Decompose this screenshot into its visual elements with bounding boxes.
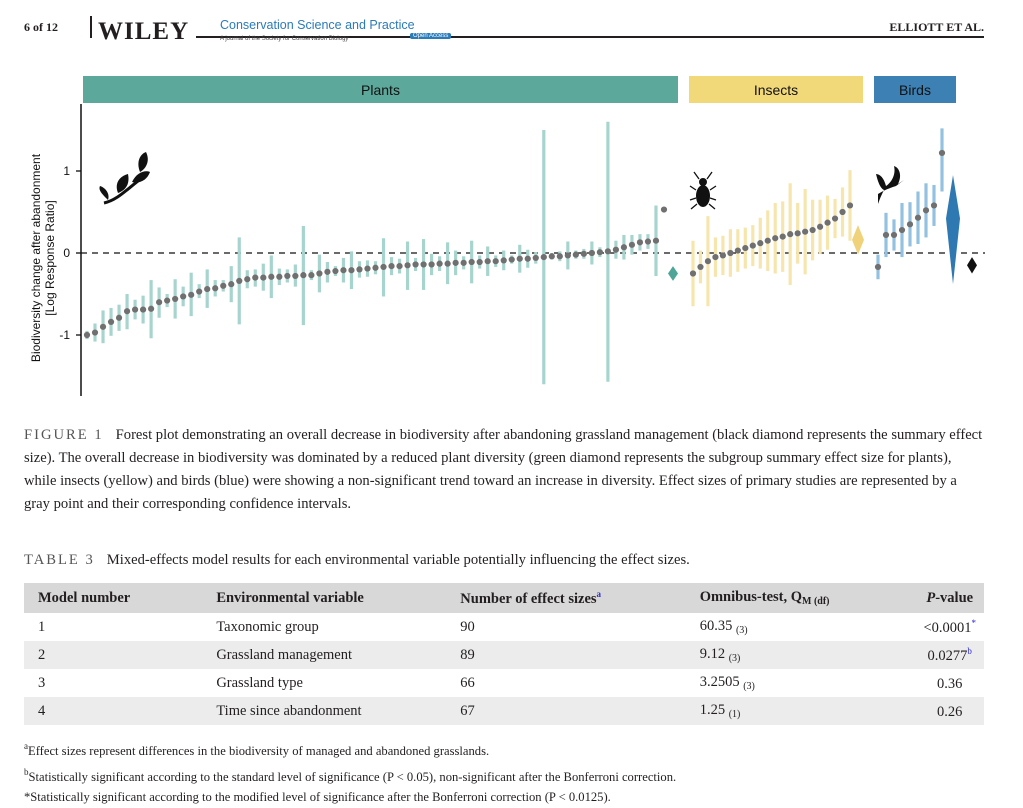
plants-point xyxy=(509,256,515,262)
header-environmental-variable: Environmental variable xyxy=(202,583,446,613)
plants-point xyxy=(276,274,282,280)
table-row: 2 Grassland management 89 9.12 $_{(3)}$ 0.0277$^b$ xyxy=(24,641,984,669)
effect-size-points xyxy=(84,150,945,338)
plants-point xyxy=(477,259,483,265)
plants-point xyxy=(380,264,386,270)
plants-point xyxy=(501,257,507,263)
plants-point xyxy=(188,292,194,298)
insects-point xyxy=(697,264,703,270)
insects-point xyxy=(780,234,786,240)
insects-point xyxy=(750,243,756,249)
open-access-badge: Open Access xyxy=(410,33,451,39)
plants-point xyxy=(172,296,178,302)
figure-caption-text: Forest plot demonstrating an overall decrease in biodiversity after abandoning grassland management (black diamond represents the summary effect size). The overall decrease in biodiversity was dominated by a reduced plant diversity (green diamond represents the subgroup summary effect size for plants), while insects (yellow) and birds (blue) were showing a non-significant trend toward an increase in diversity. Effect sizes of primary studies are represented by a gray point and their corresponding confidence intervals. xyxy=(24,427,983,512)
insects-point xyxy=(772,235,778,241)
plants-point xyxy=(493,258,499,264)
summary-diamond-insects xyxy=(852,225,864,255)
results-table xyxy=(24,583,984,725)
plants-point xyxy=(445,261,451,267)
footnote-star: *Statistically significant according to the modified level of significance after the Bonferroni correction (P < 0.0125). xyxy=(24,790,611,804)
plants-point xyxy=(364,265,370,271)
summary-diamond-overall xyxy=(967,257,977,273)
insects-point xyxy=(847,202,853,208)
plants-point xyxy=(589,250,595,256)
header-number-effect-sizes: Number of effect sizes$^a$ xyxy=(446,583,685,613)
birds-point xyxy=(939,150,945,156)
table-title-text: Mixed-effects model results for each environmental variable potentially influencing the effect sizes. xyxy=(106,552,690,568)
plants-point xyxy=(517,256,523,262)
plants-point xyxy=(132,306,138,312)
plants-point xyxy=(541,254,547,260)
group-bands xyxy=(83,76,956,103)
plants-point xyxy=(252,275,258,281)
figure-label: FIGURE 1 xyxy=(24,427,104,443)
plants-point xyxy=(461,260,467,266)
plants-point xyxy=(621,244,627,250)
plants-point xyxy=(84,332,90,338)
birds-point xyxy=(891,232,897,238)
plants-point xyxy=(396,263,402,269)
header-p-value: P-value xyxy=(915,583,984,613)
beetle-icon xyxy=(690,172,716,209)
plants-point xyxy=(164,297,170,303)
plants-point xyxy=(404,262,410,268)
publisher-logo: WILEY xyxy=(98,18,190,45)
plants-point xyxy=(324,269,330,275)
plants-point xyxy=(573,252,579,258)
header-omnibus-test: Omnibus-test, $Q_{M (df)}$ xyxy=(686,583,916,613)
plants-point xyxy=(260,275,266,281)
insects-point xyxy=(765,238,771,244)
insects-point xyxy=(787,231,793,237)
insects-point xyxy=(757,240,763,246)
plants-point xyxy=(549,253,555,259)
plants-point xyxy=(437,261,443,267)
page-header xyxy=(24,14,984,48)
plants-point xyxy=(300,272,306,278)
insects-point xyxy=(720,252,726,258)
header-footnote-a: a xyxy=(596,588,602,599)
insects-point xyxy=(824,220,830,226)
y-tick-label: 0 xyxy=(63,246,70,260)
plants-point xyxy=(180,293,186,299)
header-separator xyxy=(90,16,92,38)
plants-point xyxy=(284,273,290,279)
plants-point xyxy=(268,274,274,280)
plants-point xyxy=(244,276,250,282)
insects-point xyxy=(690,270,696,276)
insects-point xyxy=(839,209,845,215)
plants-point xyxy=(453,260,459,266)
y-ticks xyxy=(59,164,81,342)
plants-point xyxy=(332,268,338,274)
table-header-row xyxy=(24,583,984,613)
insects-point xyxy=(832,215,838,221)
plants-point xyxy=(597,249,603,255)
table-row: 1 Taxonomic group 90 60.35 $_{(3)}$ <0.0001* xyxy=(38,617,976,636)
plants-point xyxy=(292,273,298,279)
plants-point xyxy=(204,286,210,292)
y-tick-label: -1 xyxy=(59,328,70,342)
insects-point xyxy=(712,254,718,260)
plants-point xyxy=(340,267,346,273)
running-author: ELLIOTT ET AL. xyxy=(889,20,984,34)
plants-point xyxy=(348,267,354,273)
plants-point xyxy=(565,252,571,258)
plants-point xyxy=(420,261,426,267)
birds-point xyxy=(915,215,921,221)
group-label-plants: Plants xyxy=(361,82,400,98)
plants-point xyxy=(629,242,635,248)
plants-point xyxy=(372,265,378,271)
table-title xyxy=(24,552,690,569)
birds-point xyxy=(875,264,881,270)
birds-point xyxy=(931,202,937,208)
plants-point xyxy=(557,253,563,259)
insects-point xyxy=(802,229,808,235)
plants-point xyxy=(613,247,619,253)
insects-point xyxy=(735,247,741,253)
plants-point xyxy=(140,306,146,312)
insects-point xyxy=(810,227,816,233)
plants-point xyxy=(533,255,539,261)
plants-point xyxy=(428,261,434,267)
plants-point xyxy=(108,319,114,325)
plants-point xyxy=(525,256,531,262)
plants-point xyxy=(100,324,106,330)
plants-point xyxy=(661,206,667,212)
summary-diamond-plants xyxy=(668,266,678,281)
plants-point xyxy=(356,266,362,272)
plants-point xyxy=(316,270,322,276)
table-row: 3 Grassland type 66 3.2505 $_{(3)}$ 0.36 xyxy=(38,674,963,692)
footnote-b: $^b$Statistically significant according to the standard level of significance (P < 0.05), non-significant after the Bonferroni correction. xyxy=(24,766,677,784)
group-label-birds: Birds xyxy=(899,82,931,98)
insects-point xyxy=(705,258,711,264)
page-number: 6 of 12 xyxy=(24,20,58,34)
plant-icon xyxy=(99,152,150,203)
plants-point xyxy=(156,299,162,305)
plants-point xyxy=(308,272,314,278)
summary-diamond-birds xyxy=(946,175,960,284)
plants-point xyxy=(148,306,154,312)
insects-point xyxy=(742,245,748,251)
plants-point xyxy=(412,261,418,267)
table-label: TABLE 3 xyxy=(24,552,95,568)
table-row: 4 Time since abandonment 67 1.25 $_{(1)}$ 0.26 xyxy=(24,697,984,725)
plants-point xyxy=(637,239,643,245)
plants-point xyxy=(116,315,122,321)
y-tick-label: 1 xyxy=(63,164,70,178)
footnote-a: $^a$Effect sizes represent differences in the biodiversity of managed and abandoned grasslands. xyxy=(24,741,490,758)
figure-caption xyxy=(24,424,984,516)
plants-point xyxy=(605,248,611,254)
plants-point xyxy=(124,308,130,314)
insects-point xyxy=(795,230,801,236)
plants-point xyxy=(653,238,659,244)
plants-point xyxy=(236,278,242,284)
journal-subtitle: A journal of the Society for Conservation Biology xyxy=(220,36,349,42)
bird-icon xyxy=(876,166,904,204)
plants-point xyxy=(212,285,218,291)
journal-title: Conservation Science and Practice xyxy=(220,18,415,32)
plants-point xyxy=(196,288,202,294)
insects-point xyxy=(727,250,733,256)
birds-point xyxy=(923,207,929,213)
plants-point xyxy=(469,259,475,265)
plants-point xyxy=(388,263,394,269)
plants-point xyxy=(92,329,98,335)
birds-point xyxy=(899,227,905,233)
y-axis-label-units: [Log Response Ratio] xyxy=(43,200,57,316)
table-footnotes xyxy=(24,736,676,808)
plants-point xyxy=(581,251,587,257)
plants-point xyxy=(645,238,651,244)
plants-point xyxy=(228,281,234,287)
birds-point xyxy=(907,221,913,227)
plants-point xyxy=(485,258,491,264)
plants-point xyxy=(220,283,226,289)
y-axis-label: Biodiversity change after abandonment xyxy=(29,153,43,363)
insects-point xyxy=(817,224,823,230)
header-model-number: Model number xyxy=(24,583,202,613)
group-label-insects: Insects xyxy=(753,82,799,98)
forest-plot xyxy=(0,70,1023,415)
birds-point xyxy=(883,232,889,238)
